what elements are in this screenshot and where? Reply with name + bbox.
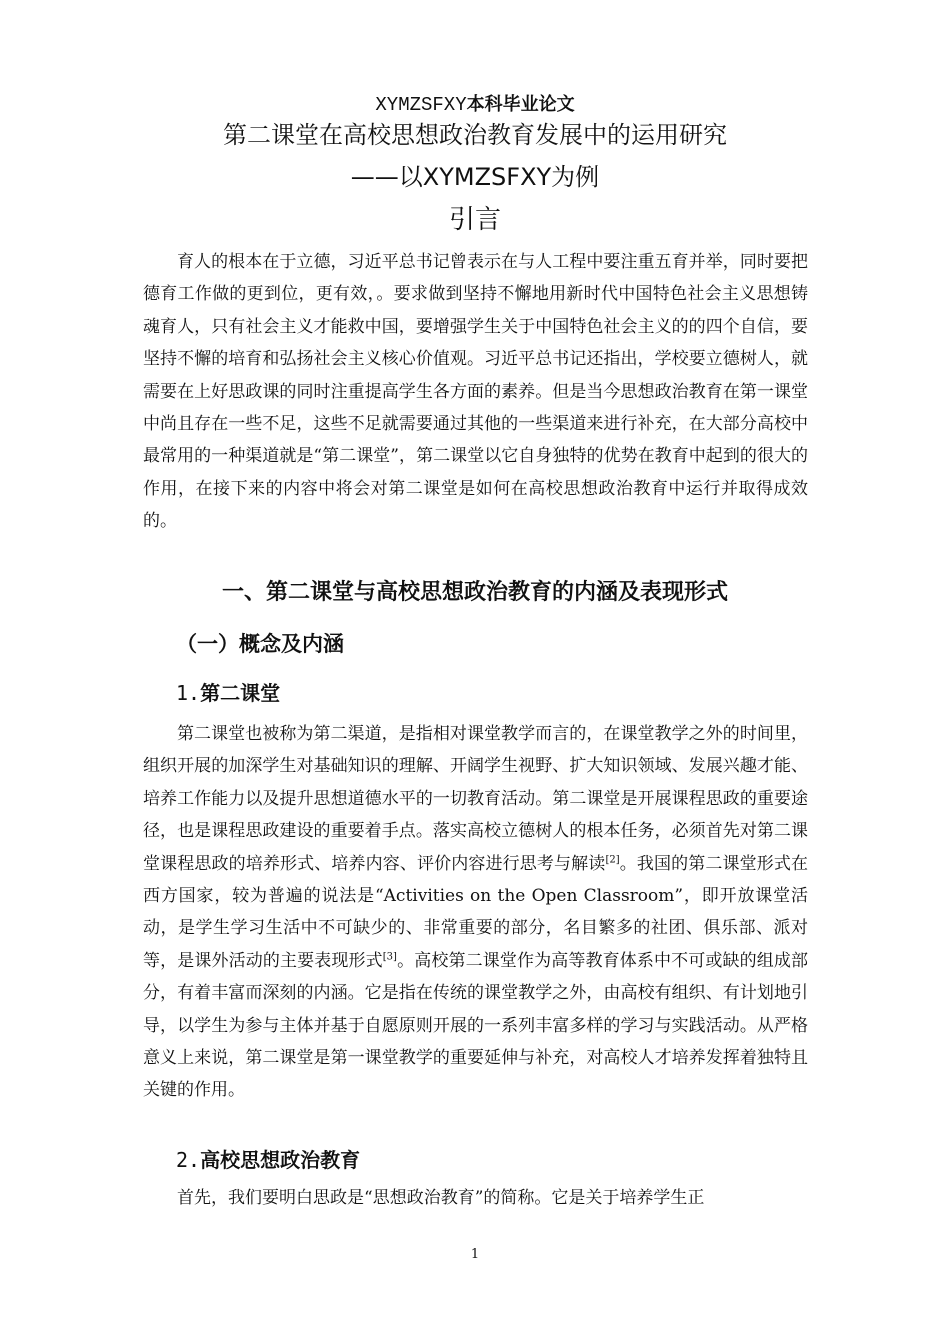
citation-2: [2] [605,853,620,865]
subsection-1-heading: （一）概念及内涵 [176,632,344,656]
item-1-text-part3: 。高校第二课堂作为高等教育体系中不可或缺的组成部分，有着丰富而深刻的内涵。它是指在传统的课堂教学之外，由高校有组织、有计划地引导，以学生为参与主体并基于自愿原则开展的一系列丰富多样的学习与实践活动。从严格意义上来说，第二课堂是第一课堂教学的重要延伸与补充，对高校人才培养发挥着独特且关键的作用。 [143,950,809,1101]
item-2-title: 高校思想政治教育 [200,1148,361,1172]
header-school-code: XYMZSFXY [375,94,467,116]
item-2-paragraph: 首先，我们要明白思政是“思想政治教育”的简称。它是关于培养学生正 [177,1188,705,1208]
intro-paragraph: 育人的根本在于立德，习近平总书记曾表示在与人工程中要注重五育并举，同时要把德育工作做的更到位，更有效，。要求做到坚持不懈地用新时代中国特色社会主义思想铸魂育人，只有社会主义才能救中国，要增强学生关于中国特色社会主义的的四个自信，要坚持不懈的培育和弘扬社会主义核心价值观。习近平总书记还指出，学校要立德树人，就需要在上好思政课的同时注重提高学生各方面的素养。但是当今思想政治教育在第一课堂中尚且存在一些不足，这些不足就需要通过其他的一些渠道来进行补充，在大部分高校中最常用的一种渠道就是“第二课堂”，第二课堂以它自身独特的优势在教育中起到的很大的作用，在接下来的内容中将会对第二课堂是如何在高校思想政治教育中运行并取得成效的。 [143,252,808,532]
item-2-number: 2. [176,1148,201,1172]
item-1-text-part1: 第二课堂也被称为第二渠道，是指相对课堂教学而言的，在课堂教学之外的时间里，组织开展的加深学生对基础知识的理解、开阔学生视野、扩大知识领域、发展兴趣才能、培养工作能力以及提升思想道德水平的一切教育活动。第二课堂是开展课程思政的重要途径，也是课程思政建设的重要着手点。落实高校立德树人的根本任务，必须首先对第二课堂课程思政的培养形式、培养内容、评价内容进行思考与解读 [143,724,808,874]
item-1-number: 1. [176,681,201,705]
thesis-subtitle: ——以XYMZSFXY为例 [350,163,600,191]
section-1-heading: 一、第二课堂与高校思想政治教育的内涵及表现形式 [221,580,728,605]
intro-heading: 引言 [448,205,501,235]
page-number: 1 [470,1247,480,1262]
item-1-heading [176,678,280,708]
item-1-title: 第二课堂 [200,681,281,705]
item-1-text-part2: 。我国的第二课堂形式在西方国家，较为普遍的说法是“Activities on the Open Classroom”，即开放课堂活动，是学生学习生活中不可缺少的、非常重要的部分，名目繁多的社团、俱乐部、派对等，是课外活动的主要表现形式 [143,853,809,971]
item-2-heading [176,1145,360,1175]
running-header [0,92,950,118]
citation-3: [3] [382,951,397,963]
header-doc-type: 本科毕业论文 [466,94,575,115]
thesis-title: 第二课堂在高校思想政治教育发展中的运用研究 [223,121,727,149]
item-1-paragraph [143,718,808,1107]
